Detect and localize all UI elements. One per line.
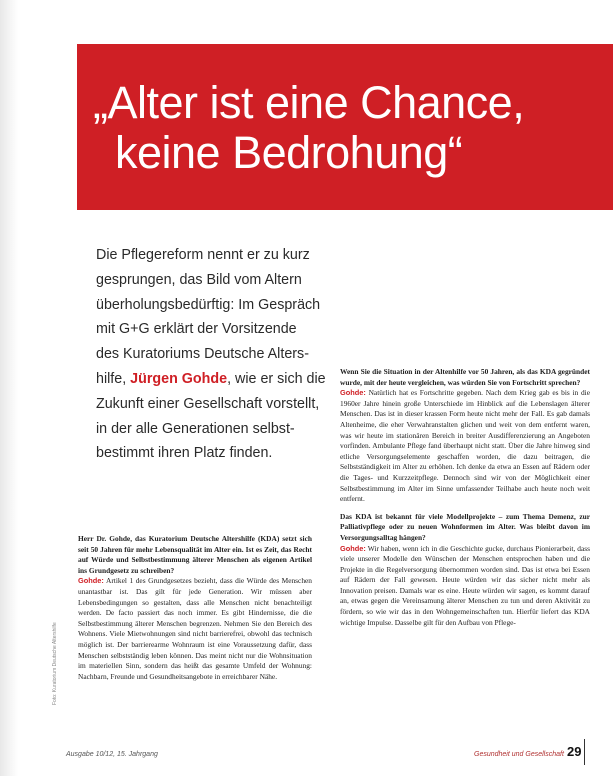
- left-column: [78, 534, 312, 689]
- intro-line-with-name: [96, 367, 326, 392]
- intro-line: Die Pflegereform nennt er zu kurz: [96, 247, 310, 263]
- title-line-1: „Alter ist eine Chance,: [93, 77, 525, 128]
- question: Das KDA ist bekannt für viele Modellprojekte – zum Thema Demenz, zur Palliativpflege oder zu neuen Wohnformen im Alter. Was bleibt davon im Versorgungsalltag hängen?: [340, 511, 590, 542]
- speaker-label: Gohde:: [78, 576, 104, 586]
- answer-text: Artikel 1 des Grundgesetzes bezieht, dass die Würde des Menschen unantastbar ist. Das gilt für jede Generation. Wir müssen aber Lebensbedingungen so gestalten, dass alle Menschen nicht benachteiligt werden. De facto passiert das noch immer. Es gibt Hindernisse, die die Selbstbestimmung älterer Menschen begrenzen. Nehmen Sie den Bereich des Wohnens. Viele Mietwohnungen sind nicht barrierefrei, obwohl das technisch möglich ist. Der barrierearme Wohnraum ist eine Voraussetzung dafür, dass Menschen selbstständig leben können. Das meint nicht nur die Wohnsituation im materiellen Sinn, sondern das heißt das gesamte Umfeld der Wohnung: Nachbarn, Freunde und Gesundheitsangebote in erreichbarer Nähe.: [78, 576, 312, 681]
- intro-line: des Kuratoriums Deutsche Alters-: [96, 346, 309, 363]
- interviewee-name: Jürgen Gohde: [130, 370, 228, 387]
- issue-info: Ausgabe 10/12, 15. Jahrgang: [66, 751, 158, 758]
- intro-line: gesprungen, das Bild vom Altern: [96, 271, 302, 288]
- answer: [78, 576, 312, 682]
- answer-text: Natürlich hat es Fortschritte gegeben. Nach dem Krieg gab es bis in die 1960er Jahre hinein große Unterschiede im Hinblick auf die Lebenslagen älterer Menschen. Das ist in dieser krassen Form heute nicht mehr der Fall. Es gab damals Altenheime, die eher Verwahranstalten glichen und weit von dem entfernt waren, was wir heute im stationären Bereich in breiter Ausdifferenzierung an Angeboten vorfinden. Ambulante Pflege fand überhaupt nicht statt. Über die Jahre hinweg sind etliche Versorgungselemente geschaffen worden, die dazu beitragen, die Selbstständigkeit im Alter zu erhöhen. Ich denke da etwa an Essen auf Rädern oder die Tages- und Kurzzeitpflege. Dennoch sind wir von der Möglichkeit einer Selbstbestimmung im Alter im Sinne umfassender Teilhabe auch heute noch weit entfernt.: [340, 388, 590, 504]
- title-line-2: keine Bedrohung“: [115, 127, 463, 178]
- answer-text: Wir haben, wenn ich in die Geschichte gucke, durchaus Pionierarbeit, dass viele unserer Modelle den Wünschen der Menschen entsprochen haben und die Projekte in die Regelversorgung übernommen worden sind. Das ist etwa bei Essen auf Rädern der Fall gewesen. Heute würden wir das sicher nicht mehr als Innovation preisen. Damals war es eine. Heute würden wir sagen, es kommt darauf an, etwas gegen die Vereinsamung älterer Menschen zu tun und deren Aktivität zu fördern, so wie wir das in den Wohngemeinschaften tun. Hierfür liefert das KDA wichtige Impulse. Dasselbe gilt für den Aufbau von Pflege-: [340, 543, 590, 627]
- answer: [340, 544, 590, 629]
- photo-credit: Foto: Kuratorium Deutsche Altershilfe: [52, 622, 58, 705]
- footer-divider: [584, 739, 585, 765]
- intro-text: hilfe,: [96, 370, 131, 387]
- intro-line: in der alle Generationen selbst-: [96, 420, 295, 437]
- intro-text: , wie er sich die: [227, 370, 326, 387]
- speaker-label: Gohde:: [340, 388, 366, 398]
- gutter-shadow: [0, 0, 18, 776]
- right-column: [340, 367, 590, 635]
- page-number: 29: [567, 744, 582, 759]
- intro-line: Zukunft einer Gesellschaft vorstellt,: [96, 395, 320, 412]
- intro-line: mit G+G erklärt der Vorsitzende: [96, 321, 297, 338]
- speaker-label: Gohde:: [340, 543, 366, 553]
- intro-line: überholungsbedürftig: Im Gespräch: [96, 296, 321, 313]
- answer: [340, 388, 590, 505]
- magazine-name: Gesundheit und Gesellschaft: [474, 751, 564, 758]
- article-title: [93, 78, 603, 178]
- question: Wenn Sie die Situation in der Altenhilfe vor 50 Jahren, als das KDA gegründet wurde, mit der heute vergleichen, was würden Sie von Fortschritt sprechen?: [340, 367, 590, 387]
- question: Herr Dr. Gohde, das Kuratorium Deutsche Altershilfe (KDA) setzt sich seit 50 Jahren für mehr Lebensqualität im Alter ein. Ist es Zeit, das Recht auf Würde und Selbstbestimmung älterer Menschen als eigenen Artikel ins Grundgesetz zu schreiben?: [78, 534, 312, 575]
- intro-teaser: [96, 243, 326, 466]
- intro-line: bestimmt ihren Platz finden.: [96, 445, 273, 462]
